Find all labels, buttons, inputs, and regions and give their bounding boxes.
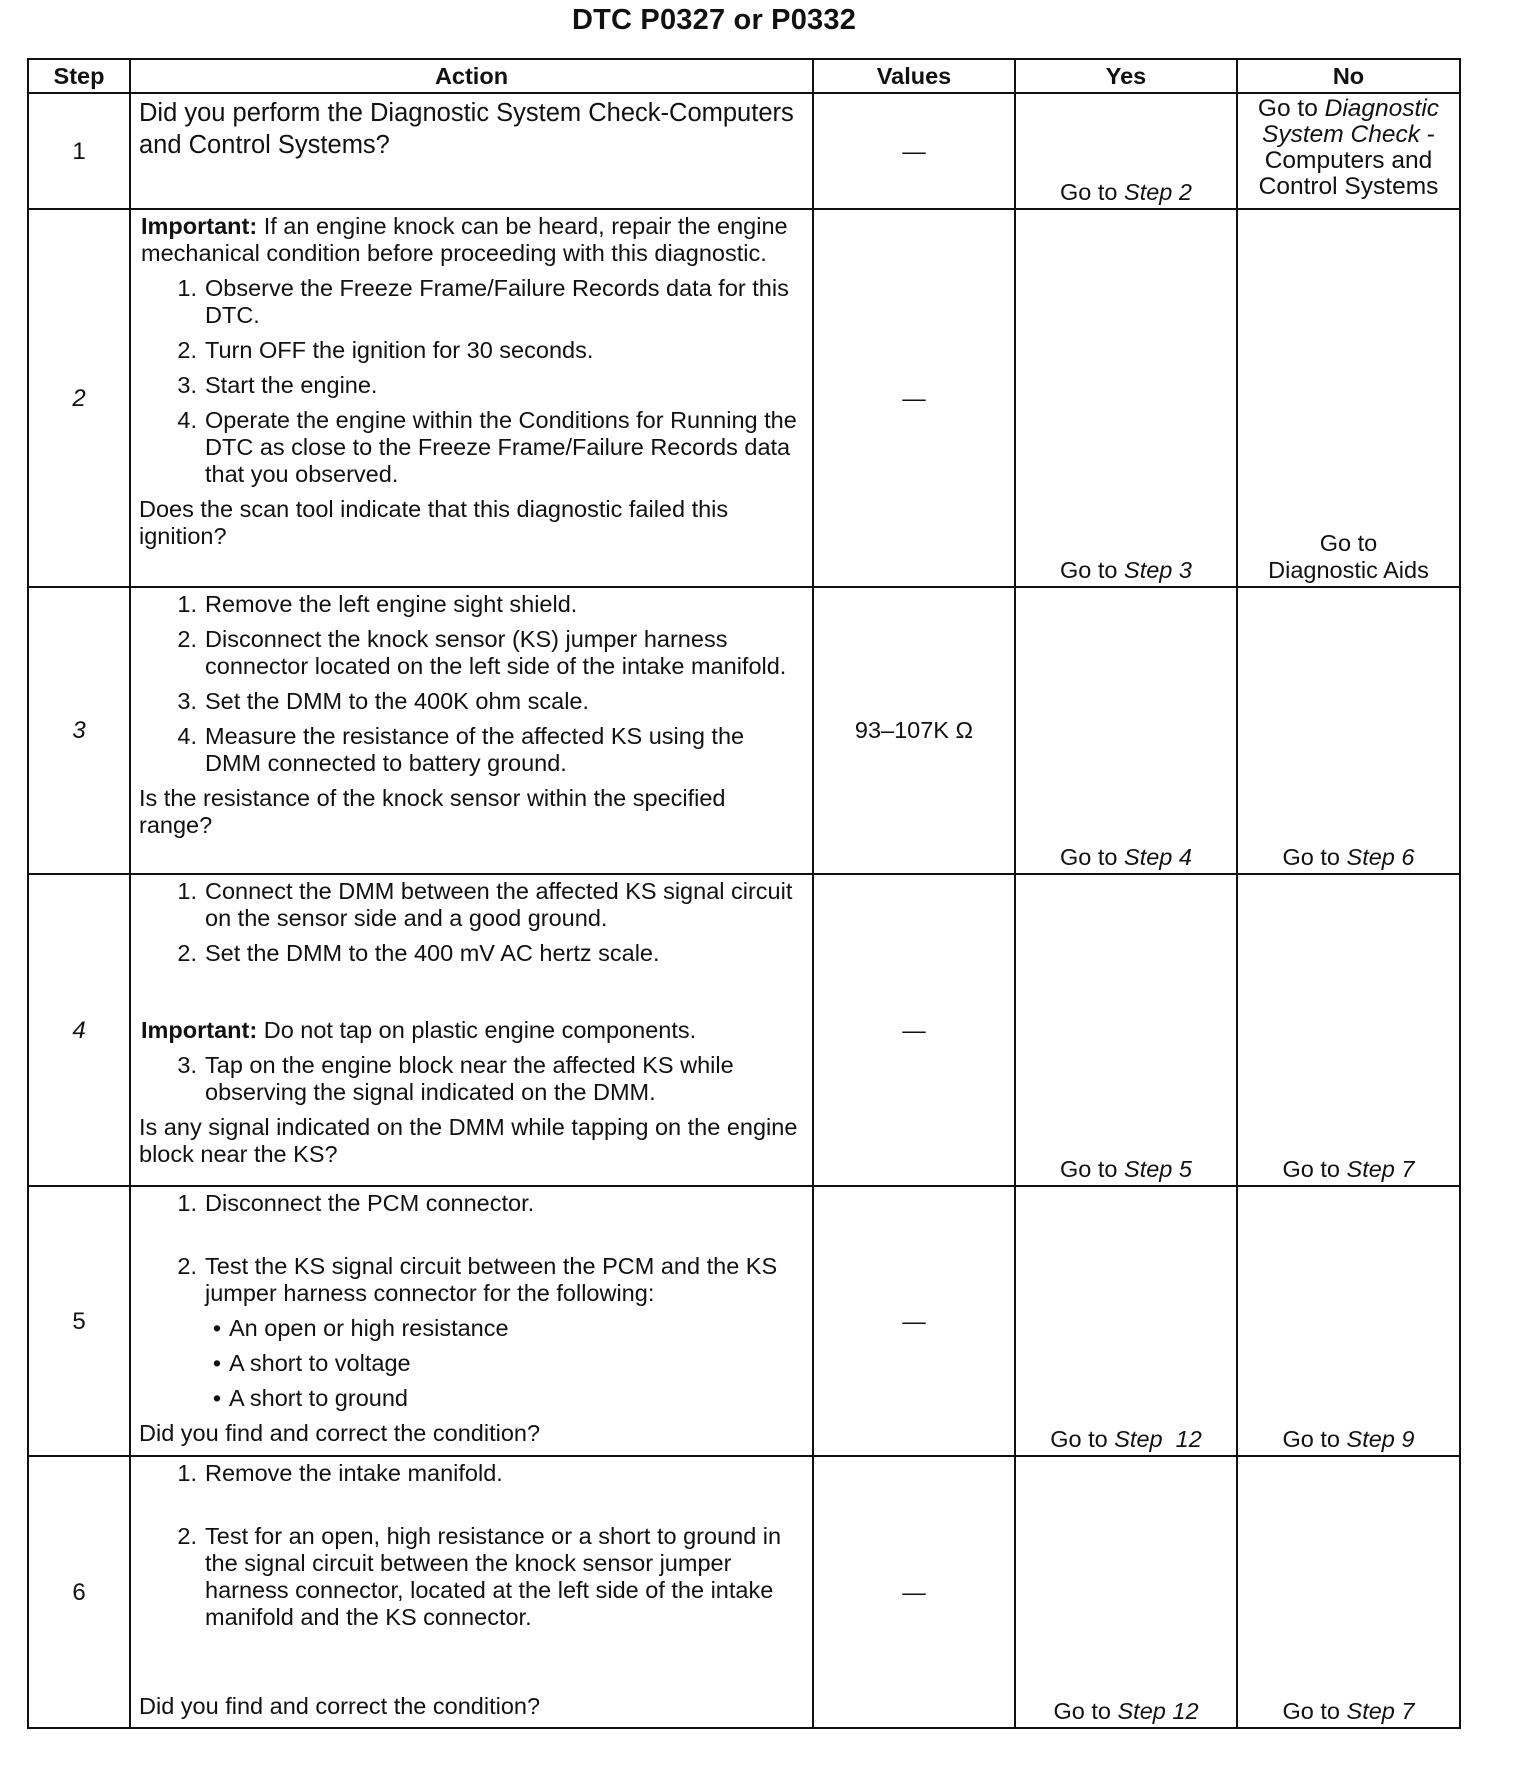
no-prefix: Go to (1257, 95, 1318, 122)
no-prefix: Go to (1282, 1156, 1340, 1182)
important-label: Important: (141, 1017, 258, 1043)
value-cell: — (813, 874, 1015, 1186)
procedure-list (139, 591, 802, 777)
step-number: 5 (28, 1186, 130, 1456)
table-row-step-3 (28, 587, 1460, 874)
yes-cell (1015, 1186, 1237, 1456)
important-text: Do not tap on plastic engine components. (263, 1017, 697, 1043)
action-cell (130, 587, 813, 874)
no-suffix: - (1426, 121, 1435, 148)
yes-prefix: Go to (1060, 1156, 1118, 1182)
no-target: Step 9 (1346, 1426, 1415, 1452)
no-italic-link: Diagnostic System Check (1262, 95, 1440, 148)
important-text: If an engine knock can be heard, repair the engine mechanical condition before proceeding with this diagnostic. (141, 213, 788, 266)
value-cell: — (813, 1186, 1015, 1456)
important-label: Important: (141, 213, 258, 239)
table-row-step-1 (28, 93, 1460, 209)
important-note (141, 213, 802, 267)
action-cell (130, 1186, 813, 1456)
action-cell (130, 1456, 813, 1728)
value-cell: — (813, 209, 1015, 587)
important-note (141, 1017, 802, 1044)
header-no: No (1237, 59, 1460, 93)
list-item: 3. Set the DMM to the 400K ohm scale. (177, 688, 590, 714)
no-prefix: Go to (1282, 844, 1340, 870)
diagnostic-table (27, 58, 1461, 1729)
question-text: Did you perform the Diagnostic System Check-Computers and Control Systems? (139, 99, 794, 159)
step-number: 2 (28, 209, 130, 587)
yes-prefix: Go to (1060, 844, 1118, 870)
yes-target: Step 3 (1124, 557, 1192, 583)
question-text: Is any signal indicated on the DMM while tapping on the engine block near the KS? (139, 1114, 798, 1167)
yes-prefix: Go to (1060, 557, 1118, 583)
yes-prefix: Go to (1053, 1698, 1111, 1724)
step-number: 6 (28, 1456, 130, 1728)
no-cell (1237, 93, 1460, 209)
no-target: Step 6 (1346, 844, 1415, 870)
no-cell (1237, 209, 1460, 587)
no-rest: Computers and Control Systems (1258, 147, 1439, 200)
no-target: Step 7 (1346, 1698, 1415, 1724)
question-text: Did you find and correct the condition? (139, 1420, 541, 1446)
no-cell (1237, 1186, 1460, 1456)
yes-target: Step 2 (1124, 179, 1192, 205)
page-title: DTC P0327 or P0332 (571, 4, 857, 36)
no-prefix: Go to (1282, 1698, 1340, 1724)
list-item: 1. Observe the Freeze Frame/Failure Records data for this DTC. (177, 275, 789, 328)
yes-cell (1015, 209, 1237, 587)
no-line2: Diagnostic Aids (1268, 557, 1429, 583)
no-cell (1237, 1456, 1460, 1728)
yes-target: Step 12 (1117, 1698, 1199, 1724)
no-prefix: Go to (1282, 1426, 1340, 1452)
list-item: 2. Set the DMM to the 400 mV AC hertz scale. (177, 940, 660, 966)
condition-bullets (139, 1315, 802, 1412)
yes-cell (1015, 587, 1237, 874)
list-item: 4. Operate the engine within the Conditions for Running the DTC as close to the Freeze Frame/Failure Records data that you observed. (177, 407, 797, 487)
yes-target: Step 12 (1114, 1426, 1202, 1452)
list-item: 3. Tap on the engine block near the affected KS while observing the signal indicated on the DMM. (177, 1052, 734, 1105)
value-cell: — (813, 93, 1015, 209)
list-item: 2. Test the KS signal circuit between the PCM and the KS jumper harness connector for the following: (177, 1253, 778, 1306)
procedure-list (139, 1460, 802, 1631)
step-number: 4 (28, 874, 130, 1186)
yes-target: Step 4 (1124, 844, 1192, 870)
no-cell (1237, 874, 1460, 1186)
question-text: Did you find and correct the condition? (139, 1693, 541, 1719)
action-cell (130, 874, 813, 1186)
yes-cell (1015, 874, 1237, 1186)
list-item: 2. Turn OFF the ignition for 30 seconds. (177, 337, 594, 363)
header-action: Action (130, 59, 813, 93)
list-item: 2. Disconnect the knock sensor (KS) jumper harness connector located on the left side of the intake manifold. (177, 626, 787, 679)
procedure-list (139, 878, 802, 967)
list-item: 4. Measure the resistance of the affected KS using the DMM connected to battery ground. (177, 723, 745, 776)
question-text: Is the resistance of the knock sensor within the specified range? (139, 785, 726, 838)
header-values: Values (813, 59, 1015, 93)
list-item: 2. Test for an open, high resistance or a short to ground in the signal circuit between the knock sensor jumper harness connector, located at the left side of the intake manifold and the KS connector. (177, 1523, 782, 1630)
value-cell: 93–107K Ω (813, 587, 1015, 874)
table-row-step-2 (28, 209, 1460, 587)
yes-cell (1015, 93, 1237, 209)
table-row-step-6 (28, 1456, 1460, 1728)
table-row-step-4 (28, 874, 1460, 1186)
no-target: Step 7 (1346, 1156, 1415, 1182)
action-cell (130, 209, 813, 587)
procedure-list (139, 275, 802, 488)
value-cell: — (813, 1456, 1015, 1728)
step-number: 3 (28, 587, 130, 874)
yes-target: Step 5 (1124, 1156, 1192, 1182)
procedure-list (139, 1052, 802, 1106)
bullet-item: • A short to voltage (212, 1350, 411, 1376)
yes-prefix: Go to (1060, 179, 1118, 205)
table-row-step-5 (28, 1186, 1460, 1456)
list-item: 1. Remove the left engine sight shield. (177, 591, 578, 617)
action-cell (130, 93, 813, 209)
yes-prefix: Go to (1050, 1426, 1108, 1452)
list-item: 1. Disconnect the PCM connector. (177, 1190, 535, 1216)
bullet-item: • An open or high resistance (212, 1315, 509, 1341)
table-header-row (28, 59, 1460, 93)
list-item: 1. Connect the DMM between the affected KS signal circuit on the sensor side and a good ground. (177, 878, 793, 931)
list-item: 1. Remove the intake manifold. (177, 1460, 503, 1486)
procedure-list (139, 1190, 802, 1307)
header-yes: Yes (1015, 59, 1237, 93)
step-number: 1 (28, 93, 130, 209)
yes-cell (1015, 1456, 1237, 1728)
bullet-item: • A short to ground (212, 1385, 408, 1411)
header-step: Step (28, 59, 130, 93)
no-line1: Go to (1319, 530, 1378, 556)
no-cell (1237, 587, 1460, 874)
list-item: 3. Start the engine. (177, 372, 378, 398)
question-text: Does the scan tool indicate that this diagnostic failed this ignition? (139, 496, 729, 549)
